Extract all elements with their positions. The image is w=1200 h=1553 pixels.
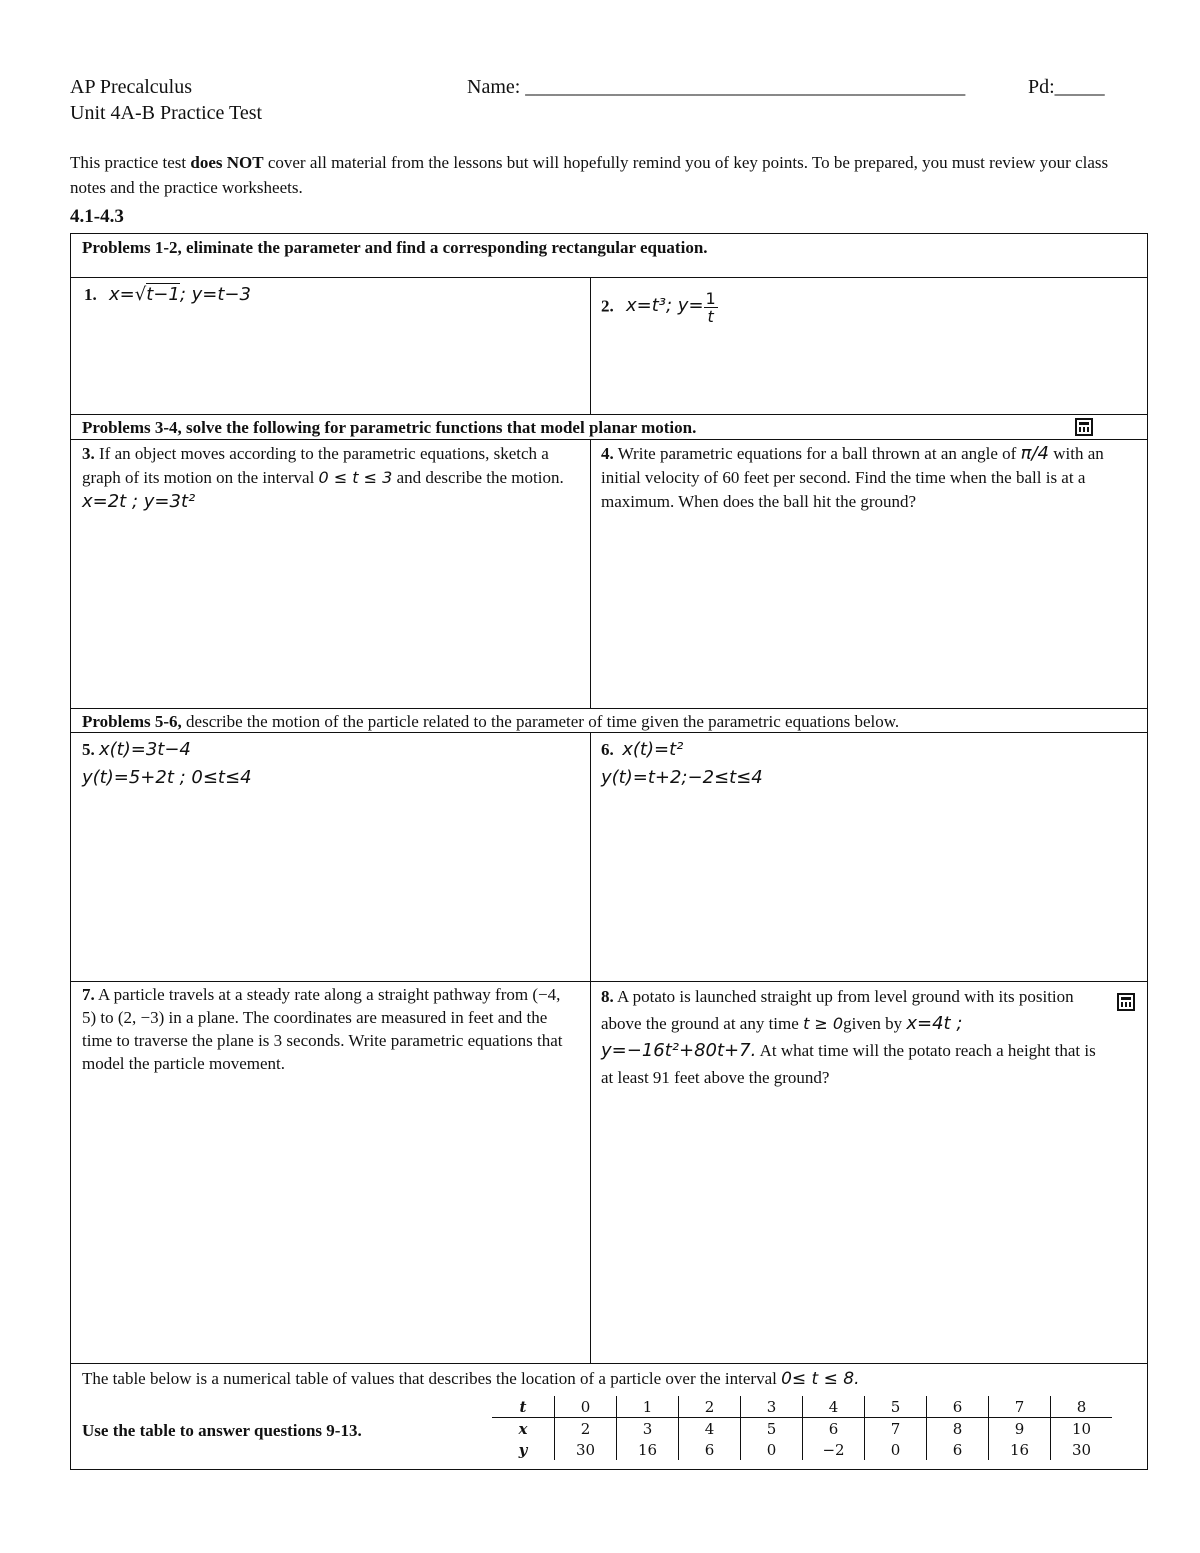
fraction-denominator: t <box>707 307 714 326</box>
rule <box>70 277 1148 278</box>
table-cell: 9 <box>989 1418 1051 1440</box>
period-field[interactable]: Pd:_____ <box>1028 76 1105 98</box>
sqrt-icon: √ <box>134 284 147 305</box>
table-cell: 1 <box>617 1396 679 1418</box>
problem-4-text-b: with an initial velocity of 60 feet per second. Find the time when the ball is at a maximum. When does the ball hit the ground? <box>601 444 1104 511</box>
problem-8-number: 8. <box>601 987 614 1006</box>
problem-1-x: x= <box>109 284 135 305</box>
table-cell: 16 <box>989 1439 1051 1460</box>
intro-emphasis: does NOT <box>190 153 264 172</box>
problem-7-text: A particle travels at a steady rate along a straight pathway from (−4, 5) to (2, −3) in a plane. The coordinates are measured in feet and the time to traverse the plane is 3 seconds. Write parametric equations that model the particle movement. <box>82 985 563 1073</box>
table-cell: 6 <box>927 1439 989 1460</box>
rule <box>70 981 1148 982</box>
problem-6-line-2 <box>601 764 763 792</box>
column-divider <box>590 439 591 708</box>
problem-4-text: Write parametric equations for a ball thrown at an angle of <box>613 444 1021 463</box>
problem-5-x-eq: x(t)=3t−4 <box>99 739 191 760</box>
table-cell: 6 <box>927 1396 989 1418</box>
table-cell: 8 <box>927 1418 989 1440</box>
column-divider <box>590 732 591 1363</box>
table-cell: 8 <box>1051 1396 1113 1418</box>
band-problems-5-6 <box>82 710 899 734</box>
band-problems-3-4: Problems 3-4, solve the following for parametric functions that model planar motion. <box>82 418 697 437</box>
problem-3-equations: x=2t ; y=3t² <box>82 491 196 512</box>
problem-1-radicand: t−1 <box>146 284 180 305</box>
table-cell: 30 <box>1051 1439 1113 1460</box>
table-note-text: The table below is a numerical table of values that describes the location of a particle over the interval <box>82 1369 782 1388</box>
problem-6-line-1 <box>601 736 763 764</box>
problem-4-angle: π/4 <box>1020 443 1049 464</box>
table-cell: 6 <box>803 1418 865 1440</box>
column-divider <box>590 277 591 414</box>
problem-2 <box>601 290 718 325</box>
table-cell: 10 <box>1051 1418 1113 1440</box>
problem-2-fraction <box>704 290 718 325</box>
problem-4 <box>601 442 1139 514</box>
table-cell: 30 <box>555 1439 617 1460</box>
problem-5 <box>82 736 252 792</box>
problem-1 <box>84 283 251 307</box>
table-note <box>82 1367 860 1391</box>
problem-8-condition: t ≥ 0 <box>803 1014 844 1033</box>
table-cell: 7 <box>989 1396 1051 1418</box>
band-problems-1-2: Problems 1-2, eliminate the parameter and find a corresponding rectangular equation. <box>82 238 708 257</box>
problem-1-number: 1. <box>84 285 97 304</box>
table-cell: −2 <box>803 1439 865 1460</box>
calculator-icon <box>1117 993 1135 1011</box>
intro-text <box>70 150 1140 200</box>
problem-6 <box>601 736 763 792</box>
table-cell: 16 <box>617 1439 679 1460</box>
row-label-t: t <box>492 1396 555 1418</box>
problem-8-x-eq: x=4t ; <box>906 1013 963 1034</box>
rule <box>70 414 1148 415</box>
problem-3-interval: 0 ≤ t ≤ 3 <box>318 468 393 487</box>
problem-4-number: 4. <box>601 444 614 463</box>
problem-7 <box>82 983 572 1075</box>
table-instructions: Use the table to answer questions 9-13. <box>82 1421 362 1440</box>
table-row <box>492 1439 1112 1460</box>
problem-8-y-eq: y=−16t²+80t+7. <box>601 1040 757 1061</box>
table-cell: 0 <box>741 1439 803 1460</box>
row-label-y: y <box>518 1440 528 1459</box>
rule <box>70 1363 1148 1364</box>
problem-5-number: 5. <box>82 740 95 759</box>
band-3-bold: Problems 5-6, <box>82 712 182 731</box>
problem-3-text-b: and describe the motion. <box>392 468 564 487</box>
table-cell: 2 <box>679 1396 741 1418</box>
problem-7-number: 7. <box>82 985 95 1004</box>
table-cell: 5 <box>865 1396 927 1418</box>
problem-5-line-1 <box>82 736 252 764</box>
table-row <box>492 1396 1112 1418</box>
problem-8-text-c: At what time will the potato reach a height that is at least 91 feet above the ground? <box>601 1041 1096 1087</box>
problem-5-line-2 <box>82 764 252 792</box>
table-cell: 3 <box>617 1418 679 1440</box>
table-cell: 0 <box>555 1396 617 1418</box>
problem-8-text: A potato is launched straight up from level ground with its position above the ground at any time <box>601 987 1074 1033</box>
values-table <box>492 1396 1112 1460</box>
course-title: AP Precalculus <box>70 76 193 98</box>
problem-1-y: ; y=t−3 <box>179 284 251 305</box>
table-row <box>492 1418 1112 1440</box>
table-cell: 0 <box>865 1439 927 1460</box>
table-cell: 2 <box>555 1418 617 1440</box>
intro-suffix: cover all material from the lessons but will hopefully remind you of key points. To be prepared, you must review your class notes and the practice worksheets. <box>70 153 1109 197</box>
problem-3-number: 3. <box>82 444 95 463</box>
row-label-x: x <box>518 1419 528 1438</box>
table-cell: 4 <box>679 1418 741 1440</box>
calculator-icon <box>1075 418 1093 436</box>
table-cell: 4 <box>803 1396 865 1418</box>
section-heading: 4.1-4.3 <box>70 206 124 227</box>
band-3-text: describe the motion of the particle related to the parameter of time given the parametric equations below. <box>181 712 900 731</box>
problem-6-number: 6. <box>601 740 614 759</box>
rule <box>70 708 1148 709</box>
problem-6-x-eq: x(t)=t² <box>622 739 684 760</box>
table-cell: 6 <box>679 1439 741 1460</box>
problem-2-x: x=t³; y= <box>626 295 704 317</box>
problem-8-text-b: given by <box>843 1014 907 1033</box>
fraction-numerator: 1 <box>705 289 716 308</box>
table-cell: 7 <box>865 1418 927 1440</box>
problem-3 <box>82 442 574 514</box>
unit-title: Unit 4A-B Practice Test <box>70 102 263 124</box>
problem-5-y-eq: y(t)=5+2t ; 0≤t≤4 <box>82 767 252 788</box>
intro-prefix: This practice test <box>70 153 191 172</box>
table-cell: 5 <box>741 1418 803 1440</box>
table-note-interval: 0≤ t ≤ 8. <box>781 1369 860 1389</box>
problem-6-y-eq: y(t)=t+2;−2≤t≤4 <box>601 767 763 788</box>
problem-8 <box>601 983 1101 1091</box>
problem-3-text: If an object moves according to the parametric equations, sketch a graph of its motion on the interval <box>82 444 549 487</box>
table-cell: 3 <box>741 1396 803 1418</box>
problem-2-number: 2. <box>601 296 614 316</box>
name-field[interactable]: Name: ____________________________________________ <box>467 76 966 98</box>
